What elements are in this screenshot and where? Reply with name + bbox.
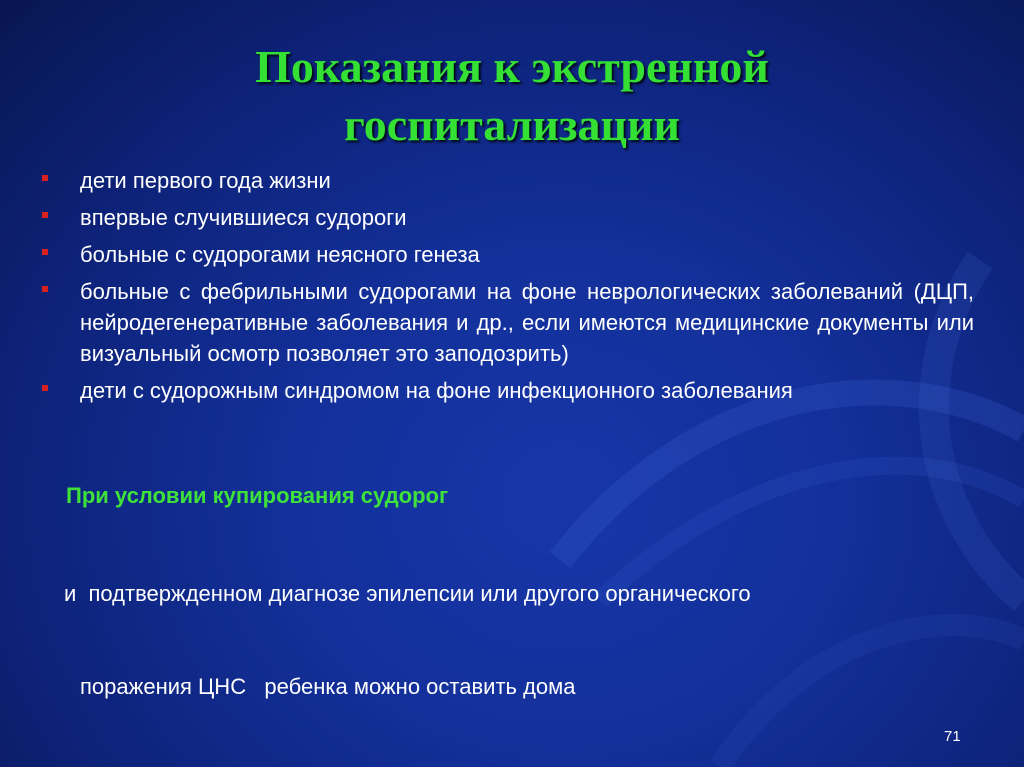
- square-bullet-icon: [42, 249, 48, 255]
- indications-list: [42, 165, 974, 412]
- condition-text: [64, 516, 924, 733]
- condition-line-1: и подтвержденном диагнозе эпилепсии или другого органического: [64, 581, 751, 606]
- list-item-text: больные с фебрильными судорогами на фоне неврологических заболеваний (ДЦП, нейродегенеративные заболевания и др., если имеются медицинские документы или визуальный осмотр позволяет это заподозрить): [80, 279, 974, 366]
- page-number: 71: [944, 728, 961, 745]
- square-bullet-icon: [42, 385, 48, 391]
- list-item-text: больные с судорогами неясного генеза: [80, 242, 480, 267]
- list-item-text: дети с судорожным синдромом на фоне инфекционного заболевания: [80, 378, 793, 403]
- title-line-1: Показания к экстренной: [255, 41, 769, 92]
- list-item: [42, 375, 974, 406]
- condition-line-2: поражения ЦНС ребенка можно оставить дома: [80, 674, 576, 699]
- list-item: [42, 239, 974, 270]
- list-item: [42, 276, 974, 369]
- list-item: [42, 202, 974, 233]
- list-item-text: дети первого года жизни: [80, 168, 331, 193]
- square-bullet-icon: [42, 212, 48, 218]
- square-bullet-icon: [42, 175, 48, 181]
- list-item: [42, 165, 974, 196]
- list-item-text: впервые случившиеся судороги: [80, 205, 407, 230]
- square-bullet-icon: [42, 286, 48, 292]
- condition-heading: При условии купирования судорог: [66, 483, 449, 508]
- slide-title: [0, 38, 1024, 154]
- title-line-2: госпитализации: [343, 99, 681, 150]
